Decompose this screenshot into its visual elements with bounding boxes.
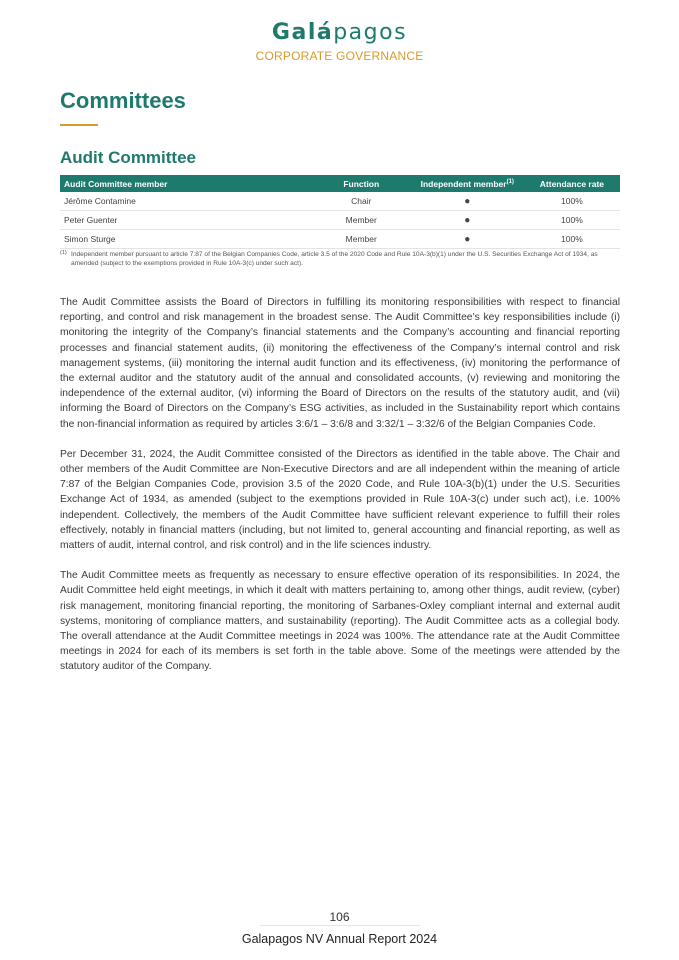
report-name: Galapagos NV Annual Report 2024	[241, 932, 438, 946]
member-function: Member	[312, 230, 411, 249]
member-name: Simon Sturge	[60, 230, 312, 249]
page-title: Committees	[60, 88, 186, 113]
footnote-number: (1)	[60, 250, 67, 256]
body-text	[60, 295, 620, 690]
logo-rest-part: pagos	[333, 20, 408, 45]
logo-bold-part: Galá	[271, 20, 334, 45]
member-function: Member	[312, 211, 411, 230]
independent-dot-icon: ●	[411, 211, 524, 230]
audit-committee-table	[60, 175, 620, 249]
page-number: 106	[329, 910, 350, 924]
column-header-member: Audit Committee member	[60, 175, 312, 192]
member-name: Jérôme Contamine	[60, 192, 312, 211]
column-header-attendance: Attendance rate	[524, 175, 620, 192]
section-label: CORPORATE GOVERNANCE	[255, 49, 424, 63]
footer-divider	[260, 925, 420, 926]
column-header-independent	[411, 175, 524, 192]
paragraph-composition: Per December 31, 2024, the Audit Committee consisted of the Directors as identified in the table above. The Chair and other members of the Audit Committee are Non-Executive Directors and are all independent within the meaning of article 7:87 of the Belgian Companies Code, provision 3.5 of the 2020 Code, and Rule 10A-3(b)(1) under the U.S. Securities Exchange Act of 1934, as amended (subject to the exemptions provided in Rule 10A-3(c) under such act), i.e. 100% independent. Collectively, the members of the Audit Committee have sufficient relevant experience to fulfill their roles effectively, notably in financial matters (including, but not limited to, general accounting and financial reporting, as well as matters of audit, internal control, and risk control) and in the life sciences industry.	[60, 448, 620, 552]
attendance-rate: 100%	[524, 211, 620, 230]
footnote-text: Independent member pursuant to article 7:87 of the Belgian Companies Code, article 3.5 of the 2020 Code and Rule 10A-3(b)(1) under the U.S. Securities Exchange Act of 1934, as amended (subject to the exemptions provided in Rule 10A-3(c) under such act).	[71, 251, 598, 267]
member-name: Peter Guenter	[60, 211, 312, 230]
table-row	[60, 211, 620, 230]
table-footnote	[60, 250, 620, 268]
table-header-row	[60, 175, 620, 192]
attendance-rate: 100%	[524, 192, 620, 211]
footnote-marker: (1)	[506, 178, 514, 185]
table-row	[60, 230, 620, 249]
column-header-function: Function	[312, 175, 411, 192]
paragraph-meetings: The Audit Committee meets as frequently as necessary to ensure effective operation of its responsibilities. In 2024, the Audit Committee held eight meetings, in which it dealt with matters pertaining to, among other things, audit review, (cyber) risk management, monitoring financial reporting, the monitoring of Sarbanes-Oxley compliant internal and external audit systems, monitoring of compliance matters, and sustainability (reporting). The Audit Committee acts as a collegial body. The overall attendance at the Audit Committee meetings in 2024 was 100%. The attendance rate at the Audit Committee meetings in 2024 for each of its members is set forth in the table above. Some of the meetings were attended by the statutory auditor of the Company.	[60, 570, 620, 673]
independent-dot-icon: ●	[411, 230, 524, 249]
section-subtitle: Audit Committee	[60, 148, 196, 167]
independent-dot-icon: ●	[411, 192, 524, 211]
page-footer	[0, 910, 679, 946]
galapagos-logo	[0, 20, 679, 46]
paragraph-responsibilities: The Audit Committee assists the Board of Directors in fulfilling its monitoring responsibilities with respect to financial reporting, and control and risk management in the broadest sense. The Audit Committee’s key responsibilities include (i) monitoring the integrity of the Company’s financial statements and the Company’s accounting and financial reporting processes and financial statement audits, (ii) monitoring the effectiveness of the Company’s internal control and risk management systems, (iii) monitoring the internal audit function and its effectiveness, (iv) monitoring the performance of the external auditor and the statutory audit of the annual and consolidated accounts, (v) reviewing and monitoring the independence of the external auditor, (vi) informing the Board of Directors on the results of the statutory audit, and (vii) informing the Board of Directors on the Company’s ESG activities, as included in the Sustainability report which contains the non-financial information as required by articles 3:6/1 – 3:6/8 and 3:32/1 – 3:32/6 of the Belgian Companies Code.	[60, 297, 620, 430]
column-header-independent-label: Independent member	[420, 178, 507, 189]
member-function: Chair	[312, 192, 411, 211]
title-underline-divider	[60, 124, 98, 126]
attendance-rate: 100%	[524, 230, 620, 249]
table-row	[60, 192, 620, 211]
page-header	[0, 20, 679, 63]
